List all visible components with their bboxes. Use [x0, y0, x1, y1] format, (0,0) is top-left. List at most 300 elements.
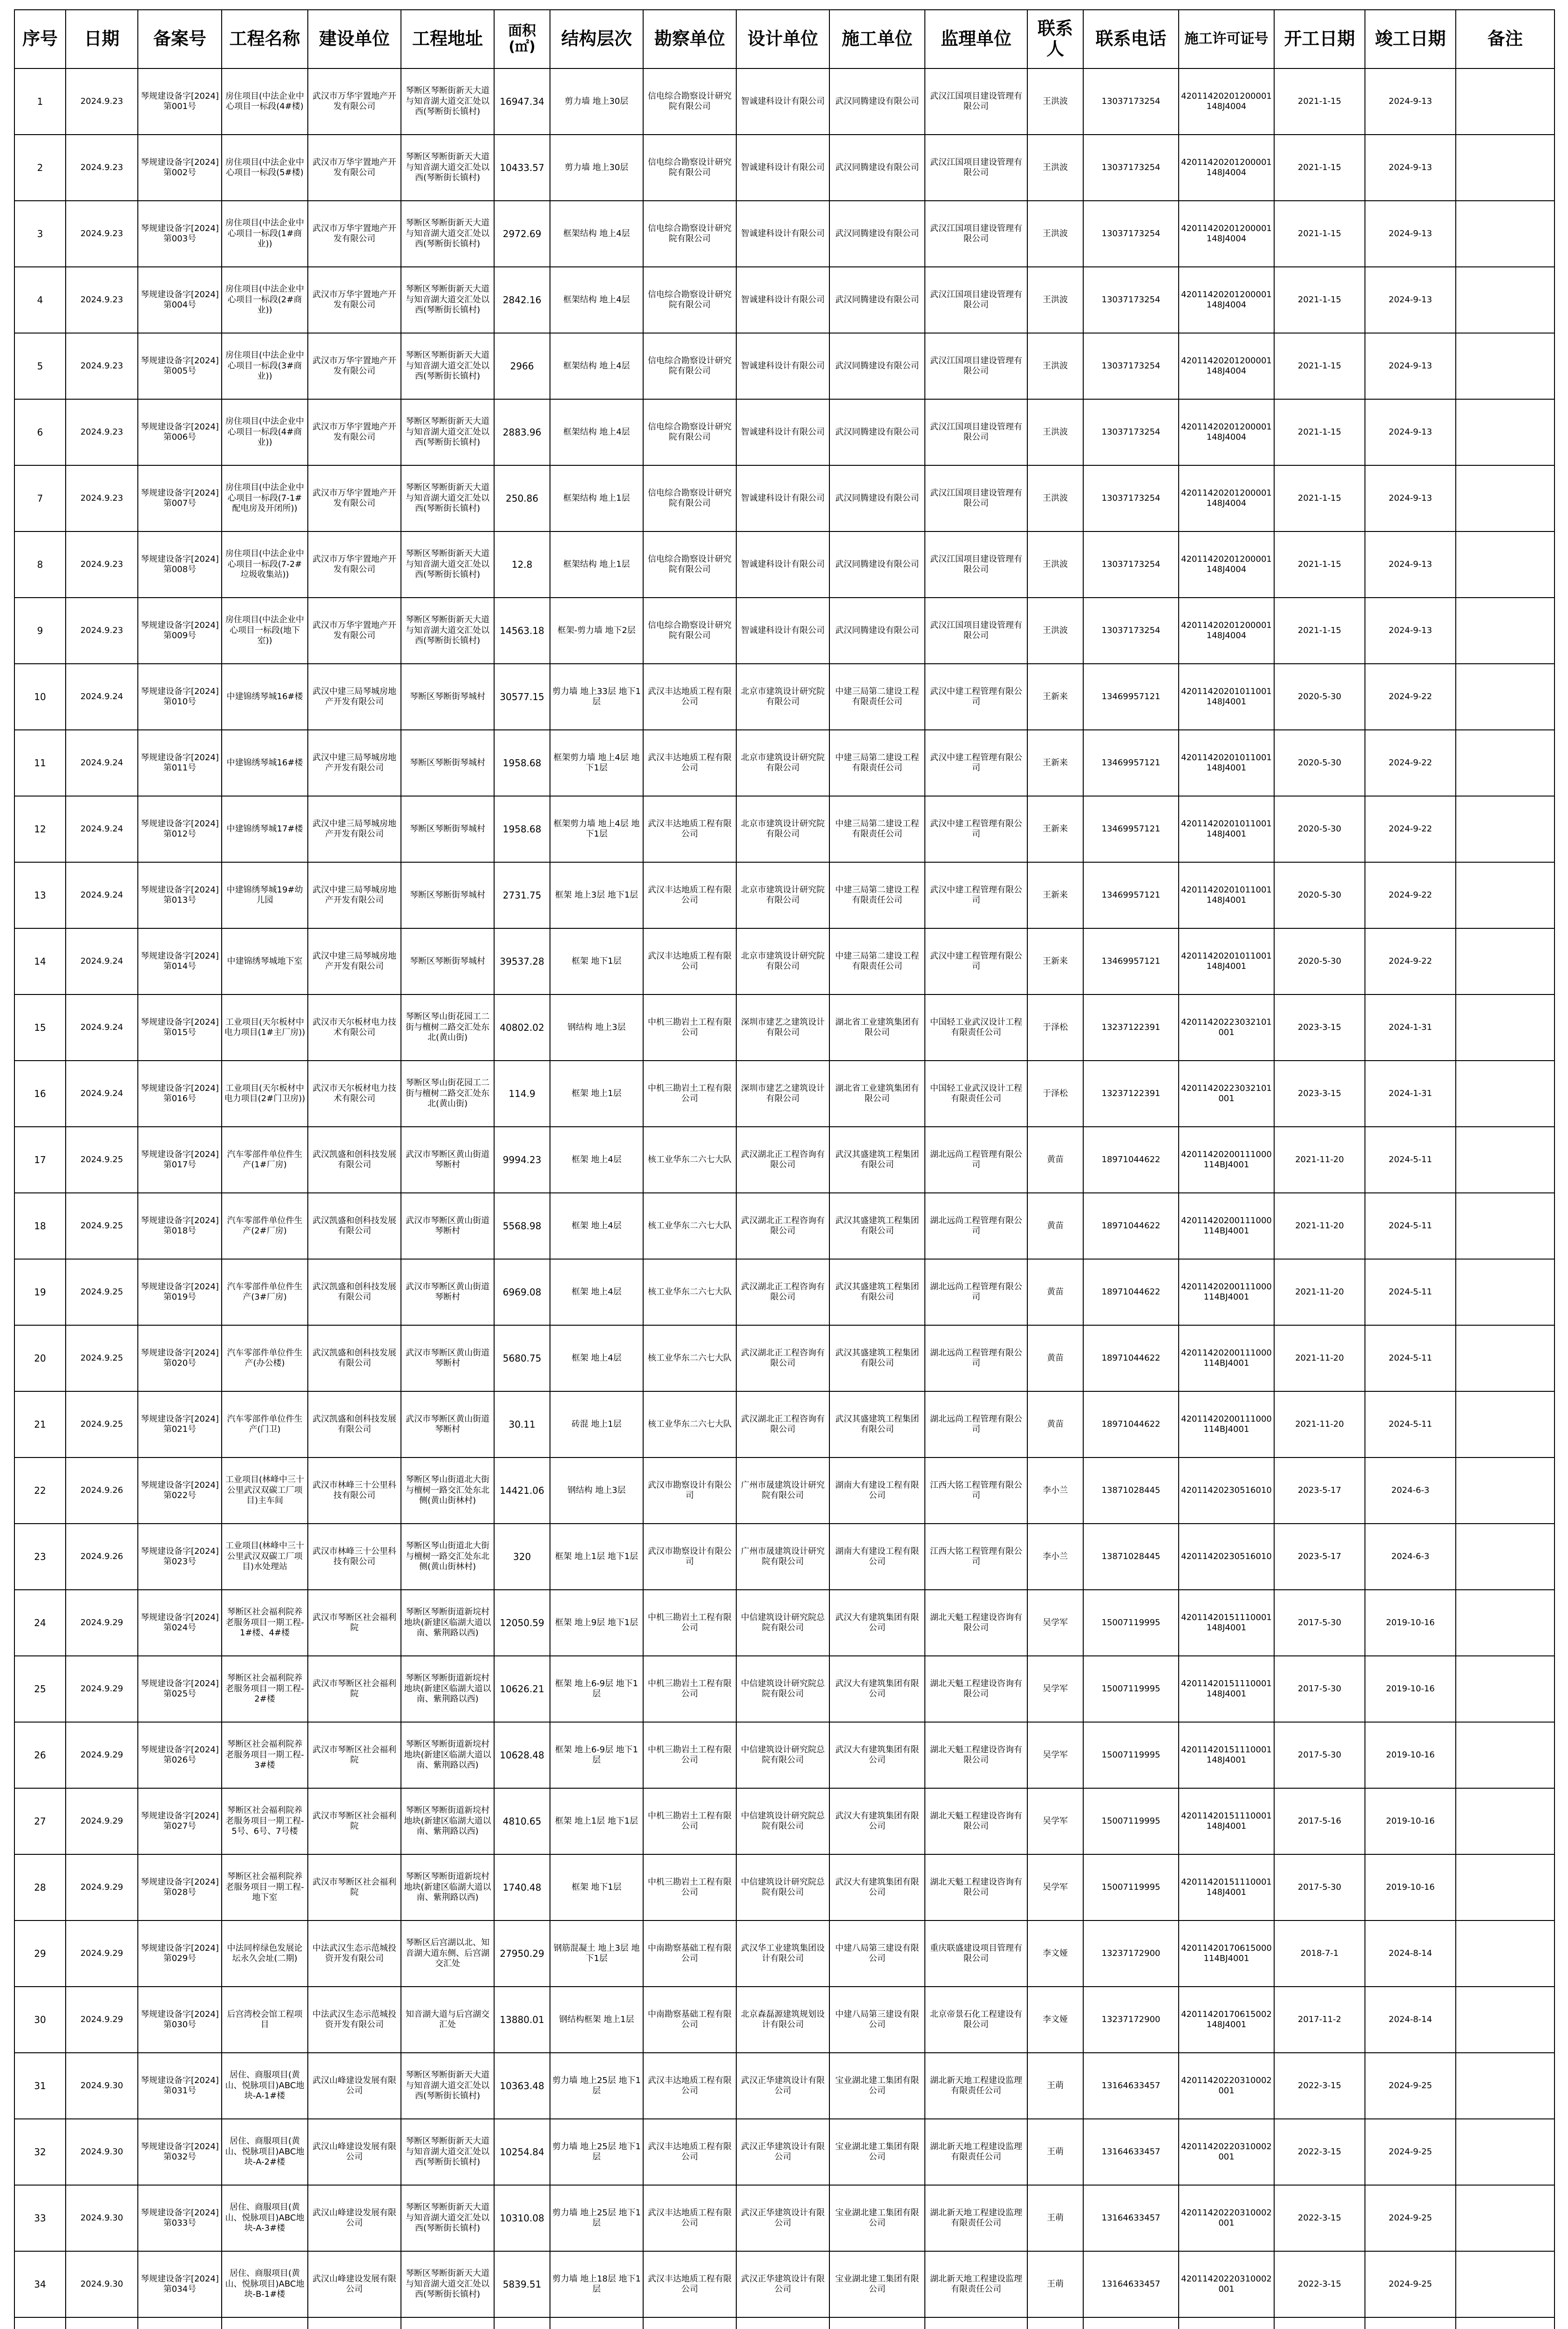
table-cell: 2021-1-15 — [1274, 267, 1365, 333]
table-cell: 2024-9-13 — [1365, 135, 1456, 201]
table-row — [14, 1193, 1554, 1259]
table-cell: 42011420151110001148J4001 — [1179, 1788, 1274, 1854]
column-header: 备注 — [1456, 10, 1554, 68]
table-cell: 剪力墙 地上30层 — [550, 135, 643, 201]
table-cell: 武汉凯盛和创科技发展有限公司 — [308, 1193, 401, 1259]
column-header: 建设单位 — [308, 10, 401, 68]
table-cell: 工业项目(天尔板材中电力项目(2#门卫房)) — [222, 1061, 308, 1127]
table-cell: 王新来 — [1027, 928, 1083, 994]
table-cell: 武汉市琴断区黄山街道琴断村 — [401, 1391, 494, 1457]
table-cell: 房住项目(中法企业中心项目一标段(2#商业)) — [222, 267, 308, 333]
table-cell: 42011420200111000114BJ4001 — [1179, 1325, 1274, 1391]
table-cell: 王洪波 — [1027, 267, 1083, 333]
table-cell: 2972.69 — [494, 201, 550, 267]
table-cell: 2019-10-16 — [1365, 1722, 1456, 1788]
table-cell: 10433.57 — [494, 135, 550, 201]
table-cell: 湖北远尚工程管理有限公司 — [925, 1127, 1027, 1193]
table-cell: 核工业华东二六七大队 — [643, 1259, 736, 1325]
table-cell: 42011420201200001148J4004 — [1179, 267, 1274, 333]
table-cell: 10628.48 — [494, 1722, 550, 1788]
table-cell: 武汉其盛建筑工程集团有限公司 — [829, 1325, 925, 1391]
table-cell — [1456, 399, 1554, 465]
table-cell: 琴断区琴断街道新垸村地块(新建区临湖大道以南、紫荆路以西) — [401, 1722, 494, 1788]
table-cell: 剪力墙 地上25层 地下1层 — [550, 2185, 643, 2251]
table-cell: 王新来 — [1027, 664, 1083, 730]
table-cell: 琴断区社会福利院养老服务项目一期工程-地下室 — [222, 1854, 308, 1920]
table-cell: 信电综合勘察设计研究院有限公司 — [643, 201, 736, 267]
table-cell — [1456, 1722, 1554, 1788]
table-cell: 钢结构框架 地上1层 — [550, 1987, 643, 2053]
table-cell: 13037173254 — [1083, 531, 1179, 598]
table-cell: 汽车零部件单位件生产(1#厂房) — [222, 1127, 308, 1193]
table-cell: 中南勘察基础工程有限公司 — [643, 1987, 736, 2053]
table-cell: 琴断区琴断街新天大道与知音湖大道交汇处以西(琴断街长镇村) — [401, 598, 494, 664]
table-cell: 琴规建设备字[2024]第033号 — [138, 2185, 222, 2251]
table-cell: 琴规建设备字[2024]第006号 — [138, 399, 222, 465]
table-cell: 2022-3-15 — [1274, 2119, 1365, 2185]
table-cell: 北京市建筑设计研究院有限公司 — [736, 730, 829, 796]
table-cell: 琴断区琴断街新天大道与知音湖大道交汇处以西(琴断街长镇村) — [401, 399, 494, 465]
table-cell: 琴规建设备字[2024]第029号 — [138, 1920, 222, 1987]
table-row — [14, 2251, 1554, 2317]
table-cell: 30 — [14, 1987, 66, 2053]
table-cell: 琴规建设备字[2024]第002号 — [138, 135, 222, 201]
table-cell: 13871028445 — [1083, 1457, 1179, 1524]
table-cell: 黄苗 — [1027, 1325, 1083, 1391]
table-cell: 2024.9.29 — [66, 1920, 138, 1987]
table-cell: 中建锦绣琴城16#楼 — [222, 664, 308, 730]
table-cell: 武汉市琴断区社会福利院 — [308, 1656, 401, 1722]
table-cell: 琴规建设备字[2024]第014号 — [138, 928, 222, 994]
table-cell: 砖混 地上1层 — [550, 1391, 643, 1457]
table-cell: 琴断区琴断街新天大道与知音湖大道交汇处以西(琴断街长镇村) — [401, 2185, 494, 2251]
table-cell: 武汉中建三局琴城房地产开发有限公司 — [308, 928, 401, 994]
table-row — [14, 1127, 1554, 1193]
table-cell: 琴断区琴断街新天大道与知音湖大道交汇处以西(琴断街长镇村) — [401, 135, 494, 201]
table-cell: 24 — [14, 1590, 66, 1656]
table-cell: 2024.9.29 — [66, 1854, 138, 1920]
table-cell: 27950.29 — [494, 1920, 550, 1987]
table-cell: 中国轻工业武汉设计工程有限责任公司 — [925, 1061, 1027, 1127]
table-cell: 湖北新天地工程建设监理有限责任公司 — [925, 2251, 1027, 2317]
table-row — [14, 1061, 1554, 1127]
table-row — [14, 201, 1554, 267]
table-cell: 15007119995 — [1083, 1656, 1179, 1722]
table-cell: 2021-1-15 — [1274, 465, 1365, 531]
table-cell: 2024-9-22 — [1365, 928, 1456, 994]
table-cell: 琴规建设备字[2024]第017号 — [138, 1127, 222, 1193]
table-cell: 剪力墙 地上33层 地下1层 — [550, 664, 643, 730]
table-cell: 湖北远尚工程管理有限公司 — [925, 1259, 1027, 1325]
table-cell: 武汉市琴断区黄山街道琴断村 — [401, 1259, 494, 1325]
header-row — [14, 10, 1554, 68]
table-cell: 广州市晟建筑设计研究院有限公司 — [736, 1457, 829, 1524]
table-cell: 2024.9.29 — [66, 1590, 138, 1656]
table-cell: 工业项目(天尔板材中电力项目(1#主厂房)) — [222, 994, 308, 1061]
table-cell: 10363.48 — [494, 2053, 550, 2119]
table-cell: 框架 地下1层 — [550, 1854, 643, 1920]
table-cell: 琴断区社会福利院养老服务项目一期工程-2#楼 — [222, 1656, 308, 1722]
table-cell: 2024.9.24 — [66, 928, 138, 994]
table-cell: 10626.21 — [494, 1656, 550, 1722]
table-cell: 李文娅 — [1027, 1987, 1083, 2053]
column-header: 结构层次 — [550, 10, 643, 68]
table-cell: 琴规建设备字[2024]第026号 — [138, 1722, 222, 1788]
table-cell: 信电综合勘察设计研究院有限公司 — [643, 598, 736, 664]
table-cell: 房住项目(中法企业中心项目一标段(地下室)) — [222, 598, 308, 664]
table-cell: 钢筋混凝土 地上3层 地下1层 — [550, 1920, 643, 1987]
table-cell: 智诚建科设计有限公司 — [736, 135, 829, 201]
table-cell: 2024.9.24 — [66, 994, 138, 1061]
table-cell: 琴规建设备字[2024]第011号 — [138, 730, 222, 796]
table-cell: 2022-3-15 — [1274, 2185, 1365, 2251]
table-cell: 5 — [14, 333, 66, 399]
table-cell: 2018-7-1 — [1274, 1920, 1365, 1987]
table-cell: 武汉市万华宇置地产开发有限公司 — [308, 68, 401, 135]
table-cell: 13037173254 — [1083, 598, 1179, 664]
table-cell — [1456, 994, 1554, 1061]
table-cell: 武汉大有建筑集团有限公司 — [829, 1788, 925, 1854]
table-cell: 王萌 — [1027, 2053, 1083, 2119]
table-cell: 武汉市勘察设计有限公司 — [643, 1457, 736, 1524]
table-cell: 琴规建设备字[2024]第021号 — [138, 1391, 222, 1457]
table-cell: 42011420151110001148J4001 — [1179, 1722, 1274, 1788]
table-cell: 2021-11-20 — [1274, 1325, 1365, 1391]
table-cell: 2019-10-16 — [1365, 1590, 1456, 1656]
table-cell: 中机三勘岩土工程有限公司 — [643, 1788, 736, 1854]
table-row — [14, 2053, 1554, 2119]
table-cell: 18971044622 — [1083, 1127, 1179, 1193]
table-cell: 中建八局第三建设有限公司 — [829, 1987, 925, 2053]
table-cell — [1456, 1457, 1554, 1524]
table-cell: 2020-5-30 — [1274, 664, 1365, 730]
table-cell: 琴规建设备字[2024]第023号 — [138, 1524, 222, 1590]
table-cell: 2024-9-13 — [1365, 399, 1456, 465]
table-cell: 武汉同腾建设有限公司 — [829, 135, 925, 201]
table-cell: 武汉凯盛和创科技发展有限公司 — [308, 1259, 401, 1325]
table-cell: 2883.96 — [494, 399, 550, 465]
table-cell: 湖北远尚工程管理有限公司 — [925, 1325, 1027, 1391]
table-cell: 信电综合勘察设计研究院有限公司 — [643, 267, 736, 333]
table-cell: 4 — [14, 267, 66, 333]
table-cell: 琴断区琴断街琴城村 — [401, 664, 494, 730]
table-cell: 13 — [14, 862, 66, 928]
table-cell: 2024-9-13 — [1365, 465, 1456, 531]
table-cell — [925, 2317, 1027, 2329]
table-cell: 2019-10-16 — [1365, 1788, 1456, 1854]
table-cell — [1179, 2317, 1274, 2329]
table-cell: 武汉江国项目建设管理有限公司 — [925, 135, 1027, 201]
table-row — [14, 1987, 1554, 2053]
table-cell — [1456, 1524, 1554, 1590]
table-cell: 王萌 — [1027, 2119, 1083, 2185]
table-cell: 王洪波 — [1027, 333, 1083, 399]
column-header: 联系电话 — [1083, 10, 1179, 68]
table-cell: 30.11 — [494, 1391, 550, 1457]
table-cell: 深圳市建艺之建筑设计有限公司 — [736, 1061, 829, 1127]
table-cell: 2024-9-22 — [1365, 862, 1456, 928]
table-cell: 智诚建科设计有限公司 — [736, 267, 829, 333]
table-cell: 42011420230516010 — [1179, 1524, 1274, 1590]
table-cell: 12050.59 — [494, 1590, 550, 1656]
table-cell: 15 — [14, 994, 66, 1061]
table-cell: 框架 地上4层 — [550, 1325, 643, 1391]
table-row — [14, 267, 1554, 333]
table-cell — [1456, 2251, 1554, 2317]
table-cell — [1456, 664, 1554, 730]
table-cell: 宝业湖北建工集团有限公司 — [829, 2053, 925, 2119]
table-cell: 琴规建设备字[2024]第019号 — [138, 1259, 222, 1325]
table-cell — [1456, 1920, 1554, 1987]
table-cell: 13237172900 — [1083, 1920, 1179, 1987]
table-cell: 湖北天魁工程建设咨询有限公司 — [925, 1788, 1027, 1854]
table-cell: 2024.9.23 — [66, 531, 138, 598]
table-cell: 2024-9-22 — [1365, 796, 1456, 862]
column-header: 勘察单位 — [643, 10, 736, 68]
table-cell: 26 — [14, 1722, 66, 1788]
table-cell: 6969.08 — [494, 1259, 550, 1325]
table-cell: 北京森磊源建筑规划设计有限公司 — [736, 1987, 829, 2053]
table-cell: 武汉湖北正工程咨询有限公司 — [736, 1259, 829, 1325]
table-cell: 中建八局第三建设有限公司 — [829, 1920, 925, 1987]
table-cell: 2021-11-20 — [1274, 1259, 1365, 1325]
table-cell: 2017-11-2 — [1274, 1987, 1365, 2053]
table-cell: 武汉同腾建设有限公司 — [829, 267, 925, 333]
table-cell — [1456, 2317, 1554, 2329]
table-cell — [1456, 1259, 1554, 1325]
table-cell: 42011420201200001148J4004 — [1179, 135, 1274, 201]
table-cell: 2017-5-30 — [1274, 1722, 1365, 1788]
table-cell: 中建三局第二建设工程有限责任公司 — [829, 664, 925, 730]
table-cell: 42011420201200001148J4004 — [1179, 201, 1274, 267]
column-header: 日期 — [66, 10, 138, 68]
table-cell: 6 — [14, 399, 66, 465]
table-cell: 13037173254 — [1083, 465, 1179, 531]
table-cell: 13037173254 — [1083, 135, 1179, 201]
table-cell: 武汉市琴断区黄山街道琴断村 — [401, 1325, 494, 1391]
table-cell: 武汉市万华宇置地产开发有限公司 — [308, 201, 401, 267]
table-cell: 信电综合勘察设计研究院有限公司 — [643, 465, 736, 531]
table-cell — [829, 2317, 925, 2329]
table-cell: 武汉同腾建设有限公司 — [829, 333, 925, 399]
table-cell: 42011420201200001148J4004 — [1179, 531, 1274, 598]
table-cell: 32 — [14, 2119, 66, 2185]
table-cell: 4810.65 — [494, 1788, 550, 1854]
table-cell: 李文娅 — [1027, 1920, 1083, 1987]
table-cell: 42011420200111000114BJ4001 — [1179, 1259, 1274, 1325]
table-cell: 13469957121 — [1083, 862, 1179, 928]
table-cell: 武汉市万华宇置地产开发有限公司 — [308, 267, 401, 333]
table-cell: 武汉丰达地质工程有限公司 — [643, 796, 736, 862]
table-cell — [1083, 2317, 1179, 2329]
table-cell: 房住项目(中法企业中心项目一标段(4#楼) — [222, 68, 308, 135]
table-cell: 江西大铭工程管理有限公司 — [925, 1524, 1027, 1590]
table-cell: 2024.9.26 — [66, 1457, 138, 1524]
table-cell: 16 — [14, 1061, 66, 1127]
table-cell: 13037173254 — [1083, 267, 1179, 333]
table-cell: 中法武汉生态示范城投资开发有限公司 — [308, 1987, 401, 2053]
table-row — [14, 1854, 1554, 1920]
table-cell: 中信建筑设计研究院总院有限公司 — [736, 1590, 829, 1656]
table-cell: 琴断区琴断街琴城村 — [401, 730, 494, 796]
filing-table — [14, 9, 1555, 2329]
table-cell: 5680.75 — [494, 1325, 550, 1391]
table-cell: 15007119995 — [1083, 1788, 1179, 1854]
table-cell: 13037173254 — [1083, 68, 1179, 135]
table-cell: 42011420201200001148J4004 — [1179, 399, 1274, 465]
table-cell: 中机三勘岩土工程有限公司 — [643, 994, 736, 1061]
table-cell: 320 — [494, 1524, 550, 1590]
table-cell: 42011420220310002001 — [1179, 2119, 1274, 2185]
table-cell: 武汉江国项目建设管理有限公司 — [925, 267, 1027, 333]
table-cell: 17 — [14, 1127, 66, 1193]
table-cell: 2024.9.25 — [66, 1193, 138, 1259]
table-cell: 2024.9.30 — [66, 2119, 138, 2185]
table-cell: 中信建筑设计研究院总院有限公司 — [736, 1854, 829, 1920]
table-cell: 武汉市万华宇置地产开发有限公司 — [308, 135, 401, 201]
table-cell: 中机三勘岩土工程有限公司 — [643, 1722, 736, 1788]
table-cell: 北京市建筑设计研究院有限公司 — [736, 796, 829, 862]
table-cell: 21 — [14, 1391, 66, 1457]
table-cell: 工业项目(林峰中三十公里武汉双碳工厂项目)水处理站 — [222, 1524, 308, 1590]
table-cell: 框架结构 地上4层 — [550, 399, 643, 465]
table-cell: 汽车零部件单位件生产(办公楼) — [222, 1325, 308, 1391]
record-sheet — [14, 9, 1554, 2329]
table-cell: 2024-6-3 — [1365, 1524, 1456, 1590]
table-cell: 武汉丰达地质工程有限公司 — [643, 2119, 736, 2185]
table-cell: 琴规建设备字[2024]第004号 — [138, 267, 222, 333]
table-cell: 武汉同腾建设有限公司 — [829, 201, 925, 267]
table-row — [14, 333, 1554, 399]
table-cell: 34 — [14, 2251, 66, 2317]
table-cell: 40802.02 — [494, 994, 550, 1061]
table-cell: 武汉同腾建设有限公司 — [829, 598, 925, 664]
table-cell: 13237122391 — [1083, 1061, 1179, 1127]
table-cell: 42011420201200001148J4004 — [1179, 465, 1274, 531]
table-cell: 2024.9.24 — [66, 796, 138, 862]
table-cell: 2024-9-13 — [1365, 598, 1456, 664]
table-cell: 琴规建设备字[2024]第001号 — [138, 68, 222, 135]
table-cell — [1456, 1987, 1554, 2053]
table-cell: 框架 地上1层 — [550, 1061, 643, 1127]
table-cell: 智诚建科设计有限公司 — [736, 333, 829, 399]
table-cell: 18971044622 — [1083, 1325, 1179, 1391]
table-cell: 武汉市万华宇置地产开发有限公司 — [308, 399, 401, 465]
table-cell — [736, 2317, 829, 2329]
table-cell: 北京帝景石化工程建设有限公司 — [925, 1987, 1027, 2053]
table-cell: 2024-5-11 — [1365, 1127, 1456, 1193]
table-cell: 吴学军 — [1027, 1788, 1083, 1854]
table-cell: 2024.9.26 — [66, 1524, 138, 1590]
table-cell: 湖北省工业建筑集团有限公司 — [829, 1061, 925, 1127]
table-cell: 工业项目(林峰中三十公里武汉双碳工厂项目)主车间 — [222, 1457, 308, 1524]
table-cell: 2024-5-11 — [1365, 1259, 1456, 1325]
table-cell: 核工业华东二六七大队 — [643, 1193, 736, 1259]
table-cell: 13037173254 — [1083, 333, 1179, 399]
table-cell: 15007119995 — [1083, 1854, 1179, 1920]
table-cell — [1027, 2317, 1083, 2329]
table-cell: 2021-1-15 — [1274, 68, 1365, 135]
table-cell: 琴断区琴断街新天大道与知音湖大道交汇处以西(琴断街长镇村) — [401, 2251, 494, 2317]
table-cell: 框架剪力墙 地上4层 地下1层 — [550, 730, 643, 796]
table-cell: 武汉市万华宇置地产开发有限公司 — [308, 333, 401, 399]
table-cell: 武汉正华建筑设计有限公司 — [736, 2053, 829, 2119]
table-cell: 14 — [14, 928, 66, 994]
table-cell: 42011420200111000114BJ4001 — [1179, 1193, 1274, 1259]
table-cell: 武汉市天尔板材电力技术有限公司 — [308, 1061, 401, 1127]
table-cell: 剪力墙 地上25层 地下1层 — [550, 2119, 643, 2185]
table-cell — [1456, 68, 1554, 135]
table-cell: 2024-1-31 — [1365, 994, 1456, 1061]
table-cell: 框架结构 地上4层 — [550, 333, 643, 399]
table-cell: 武汉中建三局琴城房地产开发有限公司 — [308, 730, 401, 796]
table-cell: 2024-9-22 — [1365, 664, 1456, 730]
table-row — [14, 1391, 1554, 1457]
table-row — [14, 664, 1554, 730]
table-cell: 2024-8-14 — [1365, 1920, 1456, 1987]
table-cell: 湖北新天地工程建设监理有限责任公司 — [925, 2119, 1027, 2185]
table-cell: 2024.9.30 — [66, 2053, 138, 2119]
table-cell: 武汉中建三局琴城房地产开发有限公司 — [308, 862, 401, 928]
table-cell: 2024.9.23 — [66, 68, 138, 135]
table-cell — [1456, 1590, 1554, 1656]
table-cell — [1456, 135, 1554, 201]
table-row — [14, 465, 1554, 531]
table-cell: 2023-5-17 — [1274, 1524, 1365, 1590]
table-cell: 中南勘察基础工程有限公司 — [643, 1920, 736, 1987]
table-row — [14, 730, 1554, 796]
table-cell: 武汉市琴断区黄山街道琴断村 — [401, 1193, 494, 1259]
table-cell: 黄苗 — [1027, 1193, 1083, 1259]
table-cell: 武汉中建工程管理有限公司 — [925, 664, 1027, 730]
table-cell: 北京市建筑设计研究院有限公司 — [736, 664, 829, 730]
table-cell: 吴学军 — [1027, 1722, 1083, 1788]
table-cell: 李小兰 — [1027, 1524, 1083, 1590]
table-cell: 1740.48 — [494, 1854, 550, 1920]
table-cell: 琴规建设备字[2024]第009号 — [138, 598, 222, 664]
table-cell: 王新来 — [1027, 796, 1083, 862]
table-cell: 武汉市林峰三十公里科技有限公司 — [308, 1524, 401, 1590]
table-cell: 琴断区后宫湖以北、知音湖大道东侧、后宫湖交汇处 — [401, 1920, 494, 1987]
table-row — [14, 68, 1554, 135]
table-cell: 框架 地上1层 地下1层 — [550, 1788, 643, 1854]
table-cell: 琴断区琴断街新天大道与知音湖大道交汇处以西(琴断街长镇村) — [401, 531, 494, 598]
table-cell: 2024.9.24 — [66, 862, 138, 928]
table-cell: 武汉凯盛和创科技发展有限公司 — [308, 1391, 401, 1457]
table-cell: 2024.9.25 — [66, 1325, 138, 1391]
table-cell: 武汉市琴断区黄山街道琴断村 — [401, 1127, 494, 1193]
table-cell: 武汉湖北正工程咨询有限公司 — [736, 1193, 829, 1259]
table-cell — [1456, 796, 1554, 862]
table-cell: 琴规建设备字[2024]第020号 — [138, 1325, 222, 1391]
table-cell: 北京市建筑设计研究院有限公司 — [736, 928, 829, 994]
table-cell: 武汉同腾建设有限公司 — [829, 465, 925, 531]
table-cell — [1456, 1788, 1554, 1854]
table-cell: 2024.9.29 — [66, 1722, 138, 1788]
table-cell: 琴断区社会福利院养老服务项目一期工程-1#楼、4#楼 — [222, 1590, 308, 1656]
table-cell: 湖北天魁工程建设咨询有限公司 — [925, 1590, 1027, 1656]
table-cell: 2024-6-3 — [1365, 1457, 1456, 1524]
table-cell: 42011420170615000114BJ4001 — [1179, 1920, 1274, 1987]
table-cell: 2024.9.25 — [66, 1127, 138, 1193]
table-cell: 22 — [14, 1457, 66, 1524]
table-cell — [1365, 2317, 1456, 2329]
table-cell: 汽车零部件单位件生产(3#厂房) — [222, 1259, 308, 1325]
table-cell: 江西大铭工程管理有限公司 — [925, 1457, 1027, 1524]
table-cell: 13037173254 — [1083, 201, 1179, 267]
table-cell: 琴规建设备字[2024]第025号 — [138, 1656, 222, 1722]
table-cell: 琴规建设备字[2024]第008号 — [138, 531, 222, 598]
